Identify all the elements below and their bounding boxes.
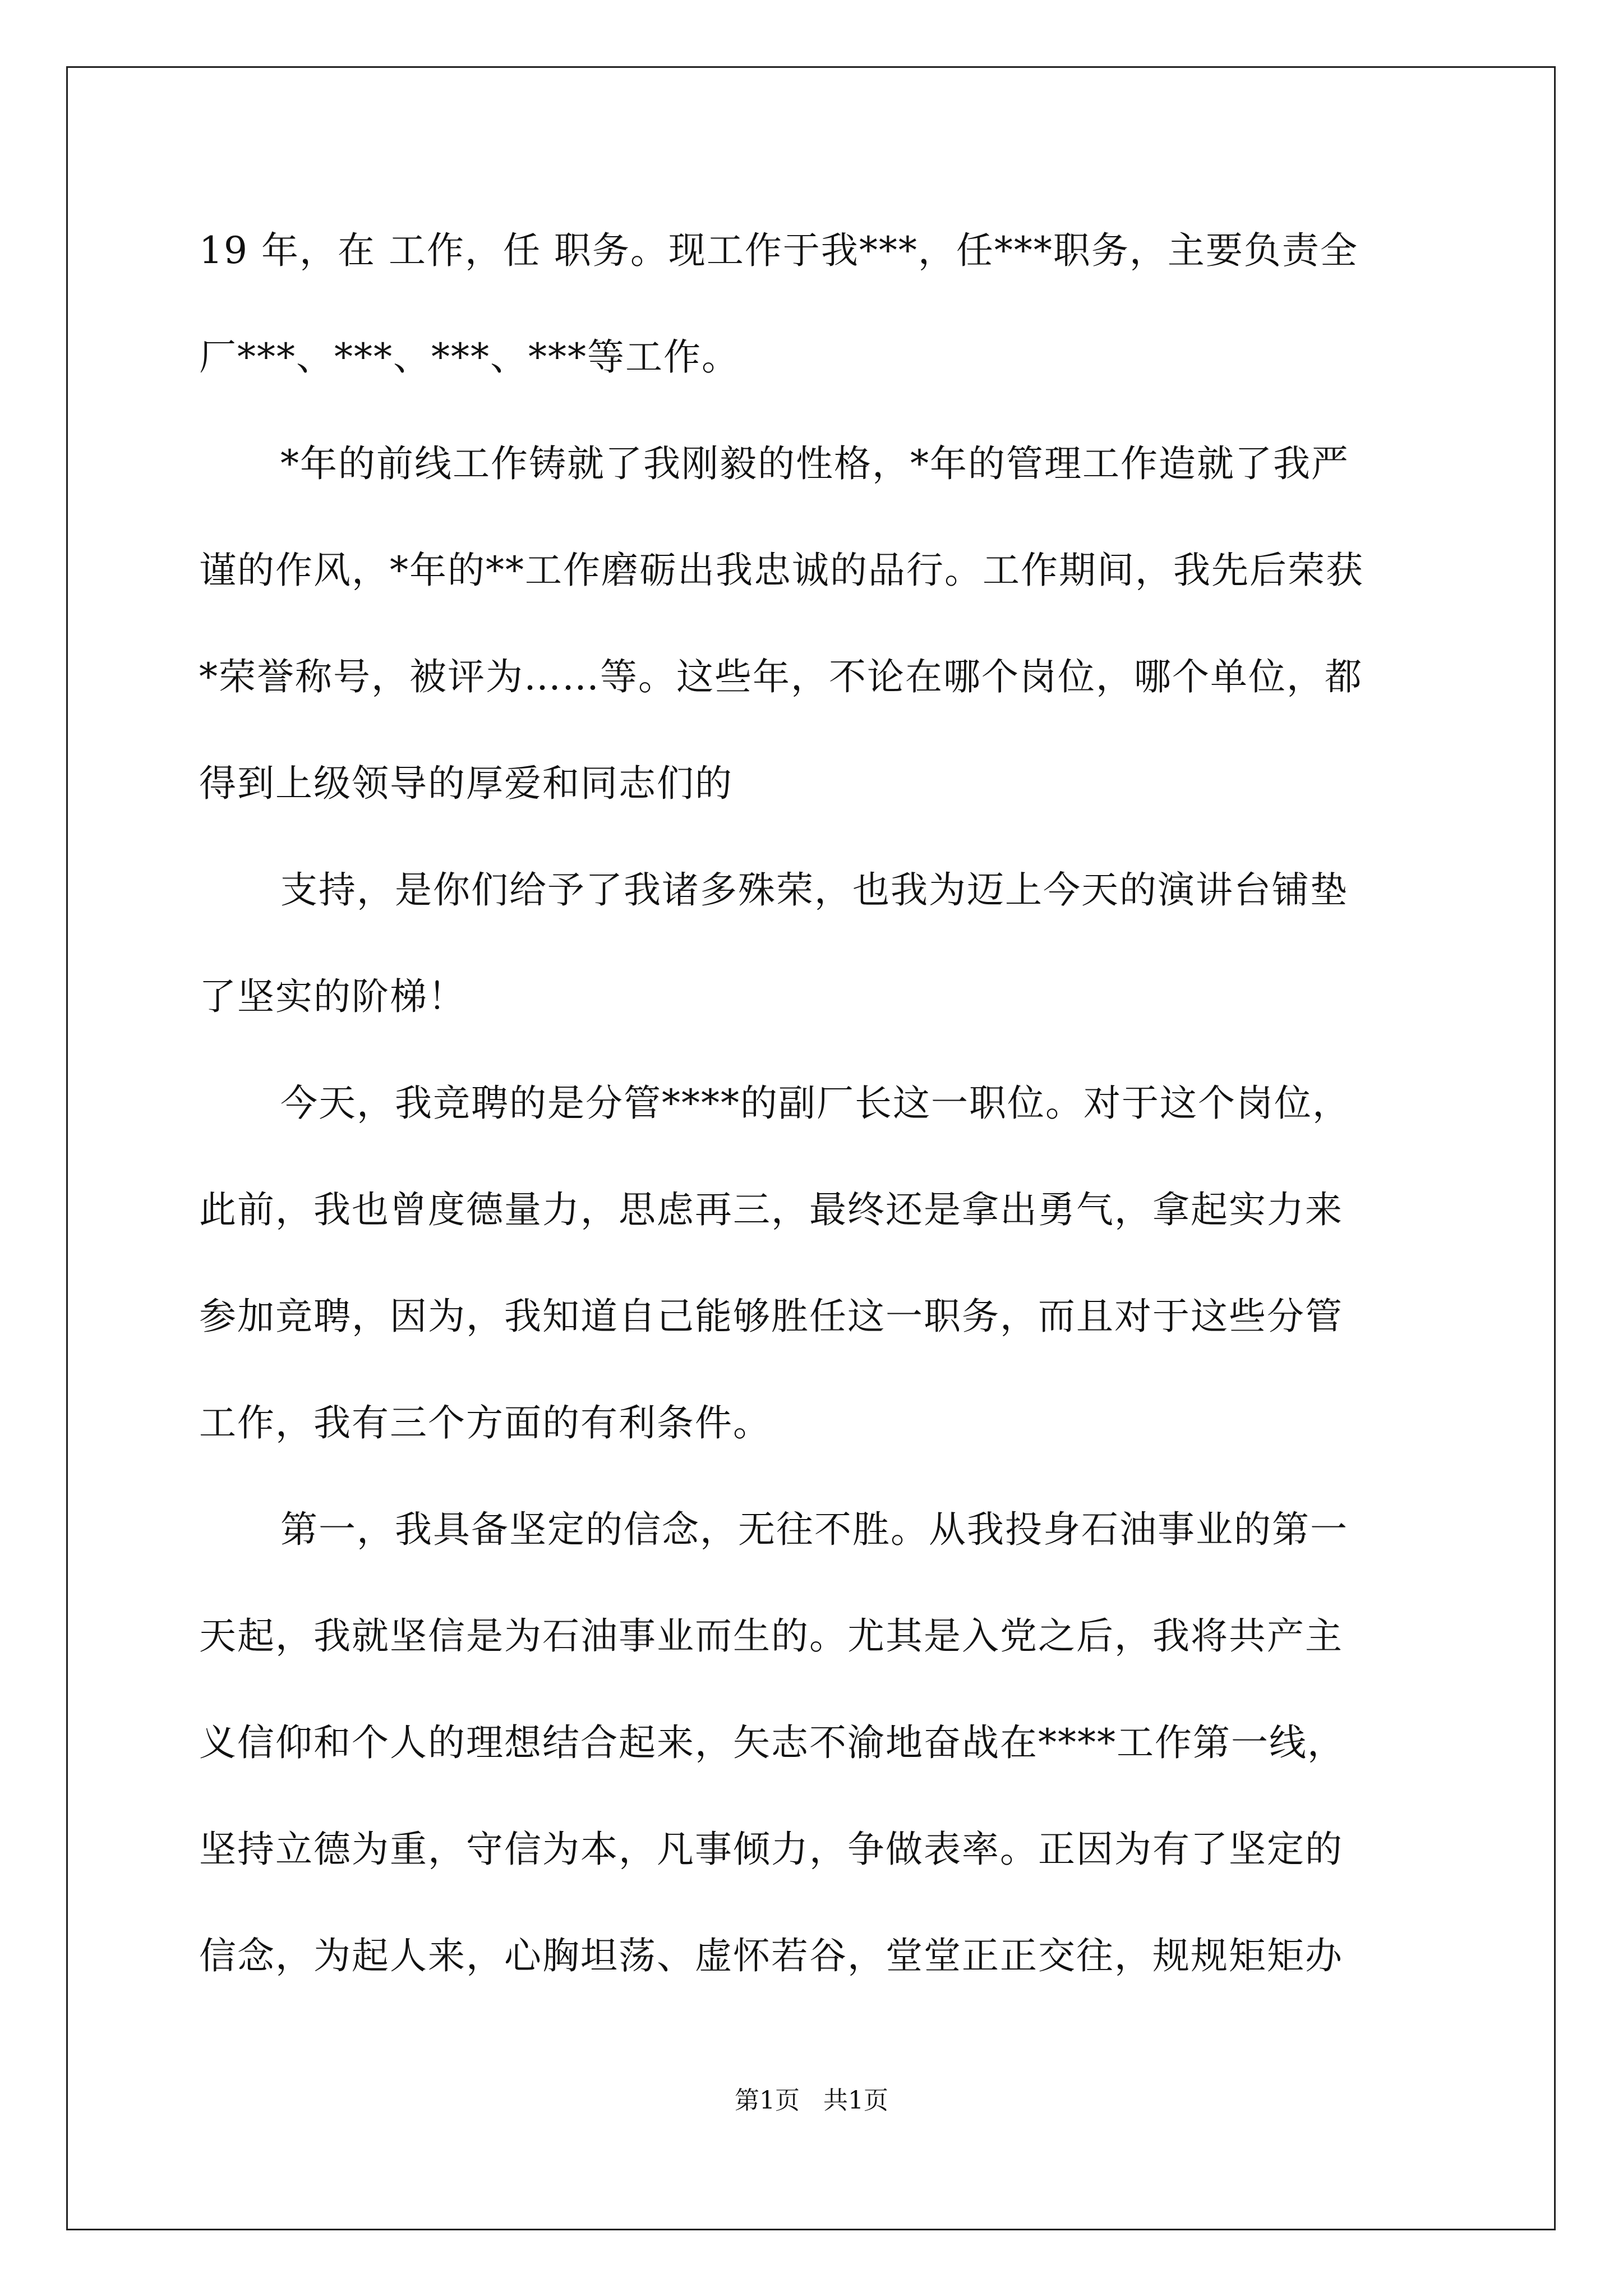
text-line: 谨的作风，*年的**工作磨砺出我忠诚的品行。工作期间，我先后荣获 [199, 549, 1364, 592]
text-line: 坚持立德为重，守信为本，凡事倾力，争做表率。正因为有了坚定的 [199, 1828, 1343, 1871]
text-line: 参加竞聘，因为，我知道自己能够胜任这一职务，而且对于这些分管 [199, 1295, 1343, 1338]
text-line: 厂***、***、***、***等工作。 [199, 335, 740, 379]
text-line: 第一，我具备坚定的信念，无往不胜。从我投身石油事业的第一 [280, 1508, 1348, 1551]
document-body [199, 220, 1427, 2032]
text-line: 义信仰和个人的理想结合起来，矢志不渝地奋战在****工作第一线， [199, 1721, 1345, 1764]
text-line: 支持，是你们给予了我诸多殊荣，也我为迈上今天的演讲台铺垫 [280, 868, 1348, 912]
text-line: 得到上级领导的厚爱和同志们的 [199, 762, 733, 805]
text-line: 了坚实的阶梯！ [199, 975, 466, 1018]
text-line: 此前，我也曾度德量力，思虑再三，最终还是拿出勇气，拿起实力来 [199, 1188, 1343, 1231]
text-line: 天起，我就坚信是为石油事业而生的。尤其是入党之后，我将共产主 [199, 1614, 1343, 1658]
text-line: 19 年，在 工作，任 职务。现工作于我***，任***职务，主要负责全 [199, 229, 1358, 272]
page-number-footer: 第1页 共1页 [735, 2086, 888, 2115]
text-line: 工作，我有三个方面的有利条件。 [199, 1401, 771, 1444]
text-line: *年的前线工作铸就了我刚毅的性格，*年的管理工作造就了我严 [280, 442, 1349, 485]
text-line: *荣誉称号，被评为……等。这些年，不论在哪个岗位，哪个单位，都 [199, 655, 1363, 698]
text-line: 信念，为起人来，心胸坦荡、虚怀若谷，堂堂正正交往，规规矩矩办 [199, 1934, 1343, 1977]
text-line: 今天，我竞聘的是分管****的副厂长这一职位。对于这个岗位， [280, 1082, 1350, 1125]
